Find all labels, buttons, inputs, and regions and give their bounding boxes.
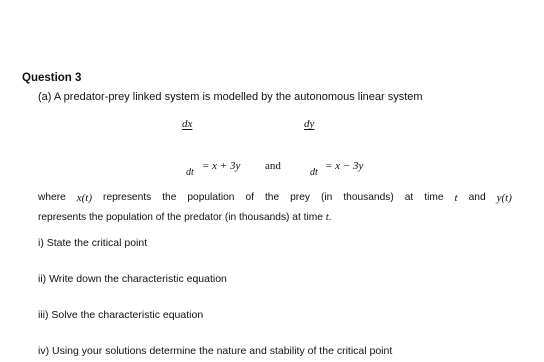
- dt-denominator-2: dt: [310, 167, 318, 178]
- period: .: [328, 212, 332, 223]
- task-iv: iv) Using your solutions determine the nature and stability of the critical point: [38, 345, 393, 357]
- word: time: [424, 192, 444, 203]
- task-ii: ii) Write down the characteristic equation: [38, 273, 227, 285]
- where-line-2: [38, 211, 526, 223]
- rhs-equation-1: = x + 3y: [202, 160, 241, 172]
- part-a-intro: (a) A predator-prey linked system is modelled by the autonomous linear system: [38, 91, 423, 103]
- where-line-1: [38, 192, 526, 204]
- task-iii: iii) Solve the characteristic equation: [38, 309, 204, 321]
- x-of-t: x(t): [76, 192, 93, 204]
- word: the: [162, 192, 177, 203]
- word: represents: [103, 192, 152, 203]
- y-of-t: y(t): [496, 192, 512, 204]
- rhs-equation-2: = x − 3y: [325, 160, 364, 172]
- dt-denominator-1: dt: [186, 167, 194, 178]
- task-i: i) State the critical point: [38, 237, 148, 249]
- where-line-2-text: represents the population of the predator (in thousands) at time: [38, 212, 326, 223]
- dx-numerator: dx: [182, 118, 193, 130]
- dy-numerator: dy: [304, 118, 315, 130]
- word: at: [404, 192, 414, 203]
- word: thousands): [343, 192, 394, 203]
- word: the: [264, 192, 280, 203]
- t-symbol: t: [454, 192, 458, 204]
- equations-connector: and: [265, 160, 281, 172]
- word: where: [38, 192, 66, 203]
- word: of: [245, 192, 254, 203]
- word: prey: [290, 192, 310, 203]
- t-symbol: t: [325, 211, 329, 223]
- question-title: Question 3: [22, 72, 82, 84]
- word: (in: [320, 192, 333, 203]
- word: population: [187, 192, 235, 203]
- word: and: [468, 192, 486, 203]
